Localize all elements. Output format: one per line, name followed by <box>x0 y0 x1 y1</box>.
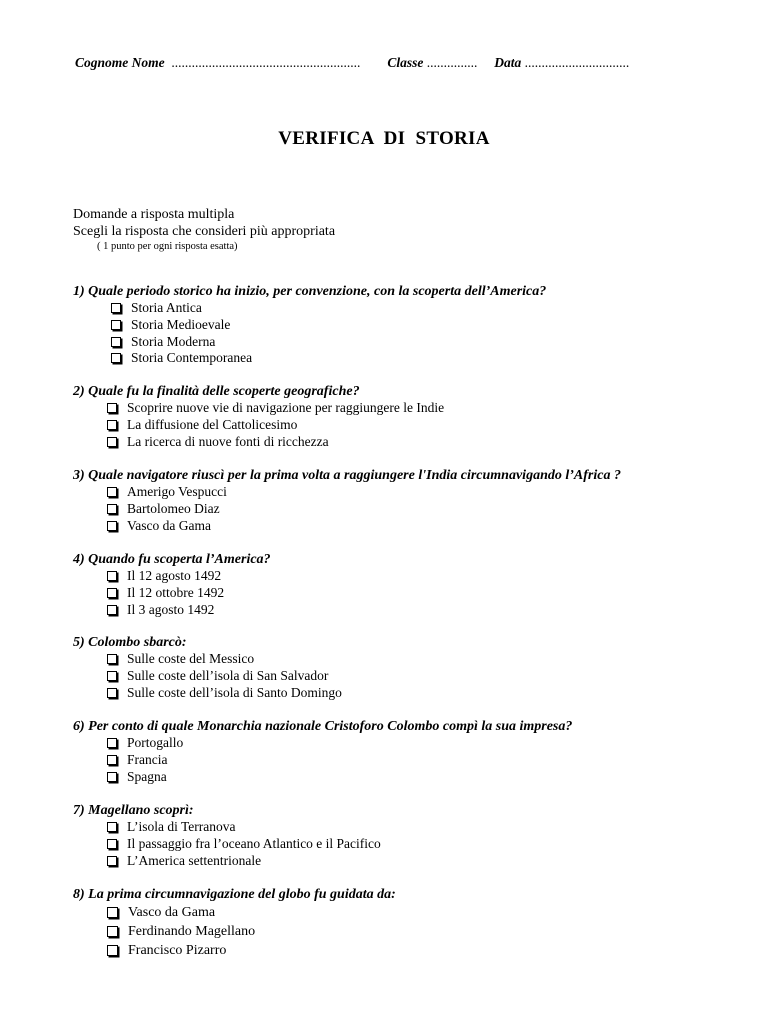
answer-label: Spagna <box>127 768 167 784</box>
answer-option[interactable] <box>107 517 621 534</box>
checkbox-icon[interactable] <box>111 303 121 313</box>
checkbox-icon[interactable] <box>107 907 118 918</box>
answer-option[interactable] <box>107 903 396 922</box>
checkbox-icon[interactable] <box>107 671 117 681</box>
answer-label: Storia Antica <box>131 300 202 316</box>
checkbox-icon[interactable] <box>107 420 117 430</box>
answer-label: Storia Medioevale <box>131 317 231 333</box>
question-3 <box>73 467 621 534</box>
checkbox-icon[interactable] <box>107 755 117 765</box>
checkbox-icon[interactable] <box>107 945 118 956</box>
answer-option[interactable] <box>107 852 381 869</box>
question-8 <box>73 886 396 960</box>
checkbox-icon[interactable] <box>107 521 117 531</box>
answer-label: Il 12 ottobre 1492 <box>127 585 225 601</box>
checkbox-icon[interactable] <box>107 856 117 866</box>
answer-option[interactable] <box>107 585 271 602</box>
checkbox-icon[interactable] <box>107 487 117 497</box>
answer-option[interactable] <box>111 317 546 334</box>
answer-option[interactable] <box>107 735 572 752</box>
answer-label: La diffusione del Cattolicesimo <box>127 417 298 433</box>
question-text: 2) Quale fu la finalità delle scoperte geografiche? <box>73 384 360 399</box>
answer-label: Bartolomeo Diaz <box>127 501 220 517</box>
answer-option[interactable] <box>107 768 572 785</box>
answer-option[interactable] <box>111 300 546 317</box>
question-4 <box>73 551 271 618</box>
answer-option[interactable] <box>107 501 621 518</box>
question-text: 7) Magellano scoprì: <box>73 803 194 818</box>
answer-option[interactable] <box>107 433 444 450</box>
answer-option[interactable] <box>111 350 546 367</box>
answer-label: Vasco da Gama <box>127 517 211 533</box>
answer-option[interactable] <box>107 922 396 941</box>
answer-option[interactable] <box>107 484 621 501</box>
instructions <box>73 206 335 254</box>
date-label: Data <box>494 55 522 70</box>
class-label: Classe <box>387 55 424 70</box>
question-2 <box>73 383 444 450</box>
scoring-note: ( 1 punto per ogni risposta esatta) <box>97 241 238 252</box>
checkbox-icon[interactable] <box>107 605 117 615</box>
checkbox-icon[interactable] <box>107 822 117 832</box>
page-title: VERIFICA DI STORIA <box>278 128 490 149</box>
answer-label: Sulle coste dell’isola di San Salvador <box>127 668 329 684</box>
answer-label: Sulle coste dell’isola di Santo Domingo <box>127 684 342 700</box>
question-7 <box>73 802 381 869</box>
answer-label: Scoprire nuove vie di navigazione per raggiungere le Indie <box>127 400 445 416</box>
answer-option[interactable] <box>107 752 572 769</box>
question-text: 1) Quale periodo storico ha inizio, per convenzione, con la scoperta dell’America? <box>73 284 547 299</box>
answer-option[interactable] <box>107 836 381 853</box>
answer-option[interactable] <box>107 819 381 836</box>
answer-label: La ricerca di nuove fonti di ricchezza <box>127 433 329 449</box>
question-text: 4) Quando fu scoperta l’America? <box>73 552 271 567</box>
checkbox-icon[interactable] <box>107 926 118 937</box>
checkbox-icon[interactable] <box>107 437 117 447</box>
question-text: 8) La prima circumnavigazione del globo fu guidata da: <box>73 887 396 902</box>
checkbox-icon[interactable] <box>111 337 121 347</box>
answer-option[interactable] <box>107 417 444 434</box>
answer-option[interactable] <box>107 668 342 685</box>
checkbox-icon[interactable] <box>107 654 117 664</box>
checkbox-icon[interactable] <box>107 688 117 698</box>
question-text: 6) Per conto di quale Monarchia nazionale Cristoforo Colombo compì la sua impresa? <box>73 719 573 734</box>
question-text: 3) Quale navigatore riuscì per la prima volta a raggiungere l'India circumnavigando l’Africa ? <box>73 468 621 483</box>
student-info-line <box>75 55 715 71</box>
answer-label: L’America settentrionale <box>127 852 262 868</box>
answer-label: Francia <box>127 752 168 768</box>
answer-label: L’isola di Terranova <box>127 819 236 835</box>
answer-label: Il passaggio fra l’oceano Atlantico e il Pacifico <box>127 836 381 852</box>
question-5 <box>73 634 342 701</box>
question-1 <box>73 283 546 367</box>
checkbox-icon[interactable] <box>107 738 117 748</box>
question-text: 5) Colombo sbarcò: <box>73 635 187 650</box>
answer-label: Francisco Pizarro <box>128 942 227 958</box>
answer-label: Portogallo <box>127 735 184 751</box>
answer-label: Storia Contemporanea <box>131 350 253 366</box>
checkbox-icon[interactable] <box>107 403 117 413</box>
checkbox-icon[interactable] <box>107 839 117 849</box>
answer-label: Storia Moderna <box>131 333 216 349</box>
checkbox-icon[interactable] <box>107 504 117 514</box>
answer-option[interactable] <box>107 400 444 417</box>
checkbox-icon[interactable] <box>107 772 117 782</box>
question-6 <box>73 718 572 785</box>
checkbox-icon[interactable] <box>107 588 117 598</box>
answer-option[interactable] <box>107 601 271 618</box>
answer-label: Amerigo Vespucci <box>127 484 227 500</box>
name-label: Cognome Nome <box>75 55 165 70</box>
instructions-line-1: Domande a risposta multipla <box>73 207 235 222</box>
answer-option[interactable] <box>107 568 271 585</box>
checkbox-icon[interactable] <box>107 571 117 581</box>
answer-option[interactable] <box>107 684 342 701</box>
name-field[interactable]: ........................................................ <box>171 55 361 70</box>
answer-label: Vasco da Gama <box>128 904 216 920</box>
answer-label: Sulle coste del Messico <box>127 651 255 667</box>
checkbox-icon[interactable] <box>111 320 121 330</box>
instructions-line-2: Scegli la risposta che consideri più appropriata <box>73 224 336 239</box>
date-field[interactable]: ............................... <box>524 55 630 70</box>
answer-label: Il 3 agosto 1492 <box>127 601 215 617</box>
checkbox-icon[interactable] <box>111 353 121 363</box>
answer-label: Ferdinando Magellano <box>128 923 256 939</box>
answer-option[interactable] <box>107 941 396 960</box>
class-field[interactable]: ............... <box>426 55 478 70</box>
answer-label: Il 12 agosto 1492 <box>127 568 222 584</box>
answer-option[interactable] <box>107 651 342 668</box>
answer-option[interactable] <box>111 333 546 350</box>
